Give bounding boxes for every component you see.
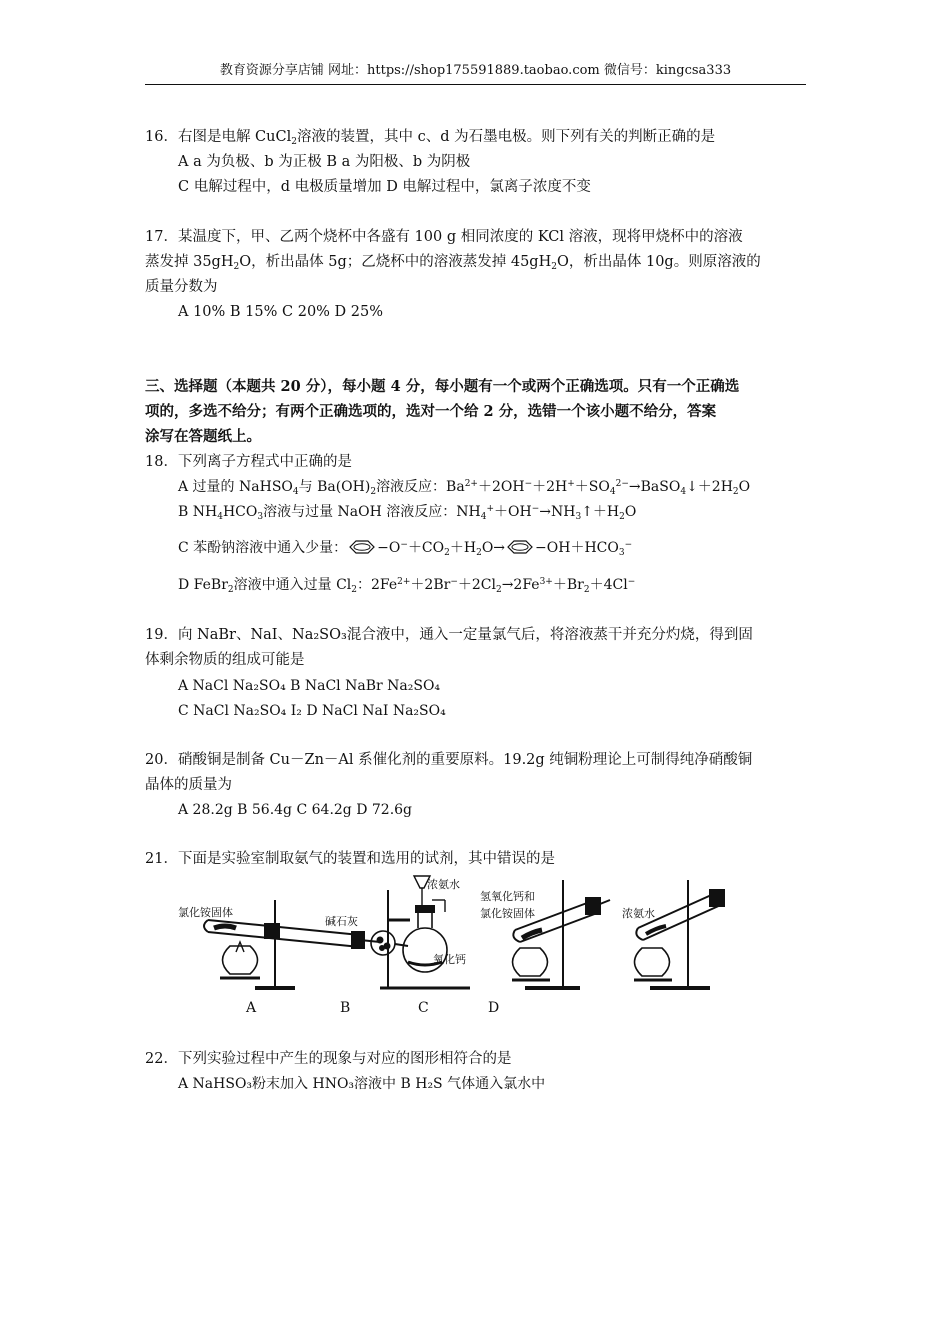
label-c-bottom: 氧化钙 (433, 953, 466, 966)
q19-stem-line1: 19．向 NaBr、NaI、Na₂SO₃混合液中，通入一定量氯气后，将溶液蒸干并充分灼烧，得到固 (145, 627, 753, 643)
q18-option-b: B $NH_4HCO_3$溶液与过量 NaOH 溶液反应：$NH_4^++OH^-\to NH_3↑+H_2O$ (178, 504, 637, 522)
q17-stem-line1: 17．某温度下，甲、乙两个烧杯中各盛有 100 g 相同浓度的 KCl 溶液，现将甲烧杯中的溶液 (145, 229, 743, 245)
apparatus-e (634, 880, 724, 988)
choice-b-label: B (340, 1000, 351, 1016)
label-e-reagent: 浓氨水 (622, 907, 655, 920)
q16-options-cd: C 电解过程中，d 电极质量增加 D 电解过程中，氯离子浓度不变 (178, 179, 591, 195)
q16-stem: 16．右图是电解 CuCl$_2$溶液的装置，其中 c、d 为石墨电极。则下列有关的判断正确的是 (145, 129, 716, 147)
label-d-reagent1: 氢氧化钙和 (480, 890, 535, 903)
q20-options: A 28.2g B 56.4g C 64.2g D 72.6g (178, 802, 413, 818)
q17-stem-line2: 蒸发掉 $35gH_2O$，析出晶体 5g；乙烧杯中的溶液蒸发掉 $45gH_2O$，析出晶体 10g。则原溶液的 (145, 254, 761, 272)
label-b-reagent: 碱石灰 (325, 915, 358, 928)
section3-line3: 涂写在答题纸上。 (145, 428, 261, 445)
q17-stem-line3: 质量分数为 (145, 279, 218, 295)
q19-stem-line2: 体剩余物质的组成可能是 (145, 652, 305, 668)
apparatus-a (204, 900, 408, 988)
label-a-reagent: 氯化铵固体 (178, 906, 233, 919)
section3-line1: 三、选择题（本题共 20 分），每小题 4 分，每小题有一个或两个正确选项。只有一个正确选 (145, 378, 740, 395)
q16-options-ab: A a 为负极、b 为正极 B a 为阳极、b 为阴极 (178, 154, 471, 170)
label-c-top: 浓氨水 (427, 878, 460, 891)
choice-d-label: D (488, 1000, 500, 1016)
q18-option-d: D FeBr$_2$溶液中通入过量 $Cl_2$：$2Fe^{2+}+2Br^-+2Cl_2\to 2Fe^{3+}+Br_2+4Cl^-$ (178, 577, 636, 595)
choice-a-label: A (246, 1000, 257, 1016)
q18-option-a: A 过量的 NaHSO$_4$与 $Ba(OH)_2$溶液反应：$Ba^{2+}+2OH^-+2H^++SO_4^{2-}\to BaSO_4↓+2H_2O$ (178, 479, 751, 497)
q17-options: A 10% B 15% C 20% D 25% (178, 304, 384, 320)
label-d-reagent2: 氯化铵固体 (480, 907, 535, 920)
q21-stem: 21．下面是实验室制取氨气的装置和选用的试剂，其中错误的是 (145, 851, 555, 867)
q19-options-ab: A NaCl Na₂SO₄ B NaCl NaBr Na₂SO₄ (178, 678, 441, 694)
benzene-ring-icon (505, 540, 535, 554)
q18-option-c: C 苯酚钠溶液中通入少量： $-O^-+CO_2+H_2O\to -OH+HCO_3^-$ (178, 540, 633, 558)
header-rule (145, 84, 806, 85)
page-header: 教育资源分享店铺 网址：https://shop175591889.taobao.com 微信号：kingcsa333 (219, 63, 732, 78)
apparatus-c (380, 876, 470, 988)
q19-options-cd: C NaCl Na₂SO₄ I₂ D NaCl NaI Na₂SO₄ (178, 703, 446, 719)
benzene-ring-icon (347, 540, 377, 554)
q18-stem: 18．下列离子方程式中正确的是 (145, 454, 352, 470)
q22-options: A NaHSO₃粉末加入 HNO₃溶液中 B H₂S 气体通入氯水中 (178, 1076, 546, 1092)
choice-c-label: C (418, 1000, 429, 1016)
section3-line2: 项的，多选不给分；有两个正确选项的，选对一个给 2 分，选错一个该小题不给分，答案 (145, 403, 717, 420)
q22-stem: 22．下列实验过程中产生的现象与对应的图形相符合的是 (145, 1051, 512, 1067)
q20-stem-line2: 晶体的质量为 (145, 777, 232, 793)
q20-stem-line1: 20．硝酸铜是制备 Cu－Zn－Al 系催化剂的重要原料。19.2g 纯铜粉理论上可制得纯净硝酸铜 (145, 752, 753, 768)
